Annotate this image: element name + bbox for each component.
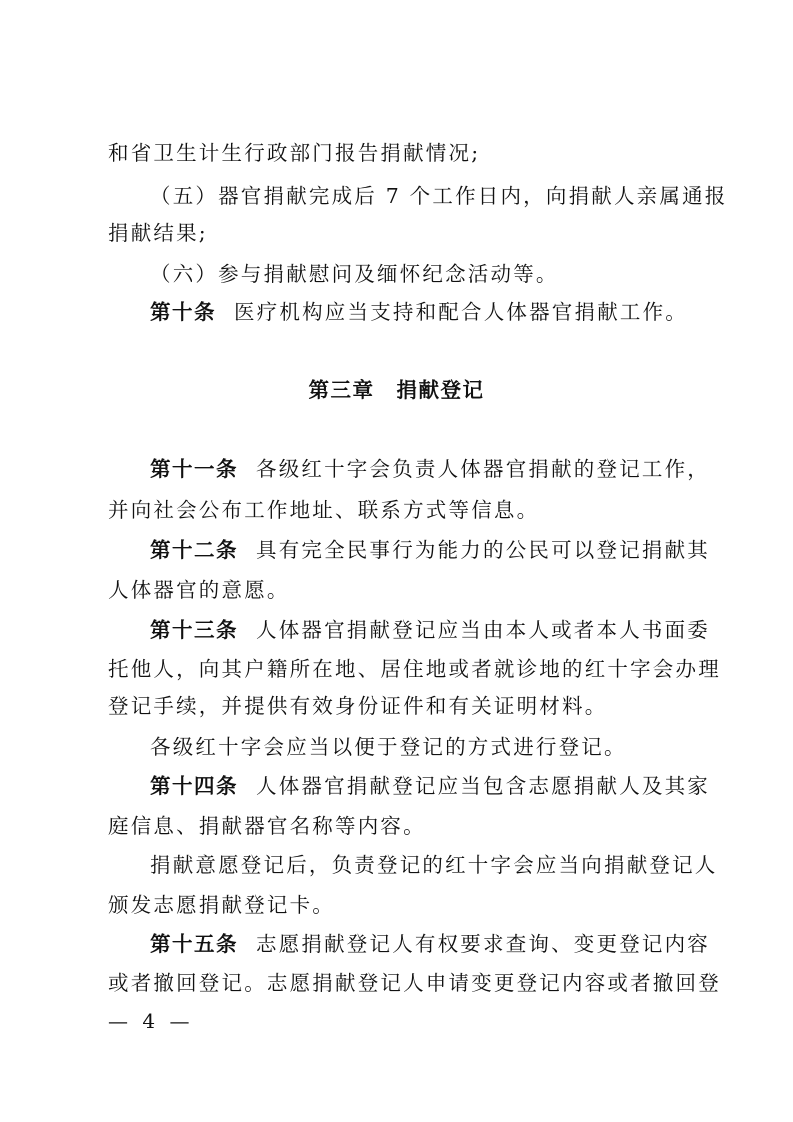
article-text: 各级红十字会负责人体器官捐献的登记工作， — [256, 457, 710, 481]
article-text: 医疗机构应当支持和配合人体器官捐献工作。 — [234, 300, 688, 324]
paragraph-line: 捐献意愿登记后，负责登记的红十字会应当向捐献登记人 — [150, 853, 718, 877]
paragraph-line: （六）参与捐献慰问及缅怀纪念活动等。 — [150, 262, 559, 286]
article-10 — [150, 299, 690, 325]
page-number: — 4 — — [108, 1009, 194, 1033]
paragraph-line: 并向社会公布工作地址、联系方式等信息。 — [108, 498, 540, 522]
article-12 — [150, 537, 710, 563]
paragraph-line: 颁发志愿捐献登记卡。 — [108, 893, 335, 917]
article-13 — [150, 617, 710, 643]
paragraph-line: 和省卫生计生行政部门报告捐献情况; — [108, 141, 481, 165]
article-text: 人体器官捐献登记应当由本人或者本人书面委 — [256, 618, 710, 642]
chapter-heading — [0, 377, 793, 403]
paragraph-line: 登记手续，并提供有效身份证件和有关证明材料。 — [108, 694, 608, 718]
paragraph-line: 或者撤回登记。志愿捐献登记人申请变更登记内容或者撤回登 — [108, 971, 721, 995]
article-label: 第十条 — [150, 300, 216, 324]
paragraph-line: 托他人，向其户籍所在地、居住地或者就诊地的红十字会办理 — [108, 657, 721, 681]
article-text: 志愿捐献登记人有权要求查询、变更登记内容 — [256, 932, 710, 956]
paragraph-line: 人体器官的意愿。 — [108, 578, 290, 602]
chapter-number: 第三章 — [308, 378, 375, 402]
article-11 — [150, 456, 710, 482]
paragraph-line: （五）器官捐献完成后 7 个工作日内，向捐献人亲属通报 — [150, 184, 728, 208]
paragraph-line: 庭信息、捐献器官名称等内容。 — [108, 814, 426, 838]
article-label: 第十四条 — [150, 774, 238, 798]
article-text: 具有完全民事行为能力的公民可以登记捐献其 — [256, 538, 710, 562]
paragraph-line: 捐献结果; — [108, 221, 208, 245]
article-text: 人体器官捐献登记应当包含志愿捐献人及其家 — [256, 774, 710, 798]
chapter-title: 捐献登记 — [396, 378, 485, 402]
article-label: 第十一条 — [150, 457, 238, 481]
article-label: 第十二条 — [150, 538, 238, 562]
article-label: 第十三条 — [150, 618, 238, 642]
article-14 — [150, 773, 710, 799]
paragraph-line: 各级红十字会应当以便于登记的方式进行登记。 — [150, 735, 627, 759]
article-15 — [150, 931, 710, 957]
article-label: 第十五条 — [150, 932, 238, 956]
